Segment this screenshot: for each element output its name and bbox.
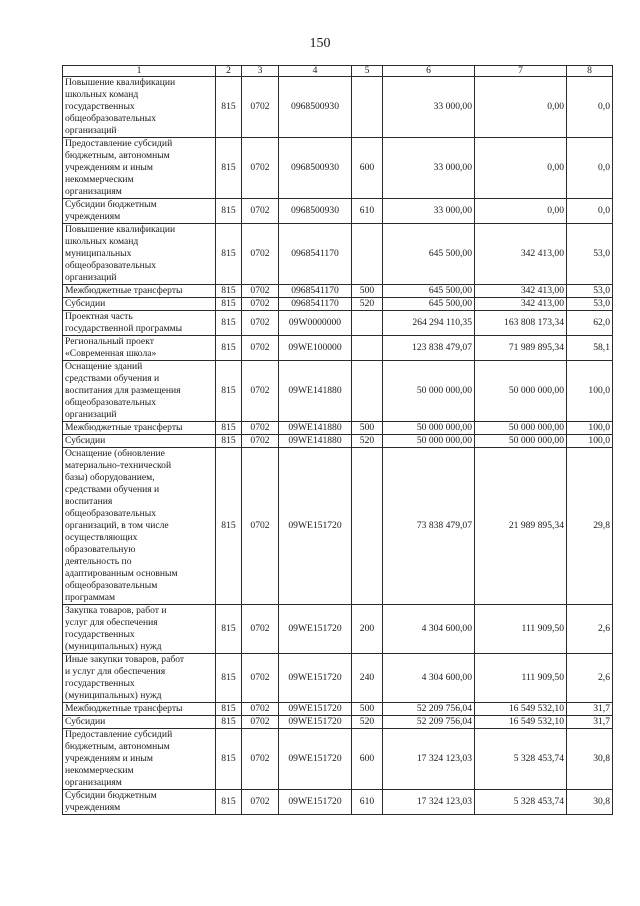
table-row <box>63 311 613 336</box>
row-actual-amount-cell: 342 413,00 <box>475 285 567 298</box>
row-expense-type-cell: 240 <box>352 654 383 703</box>
row-name-cell: Субсидии бюджетным учреждениям <box>63 790 216 815</box>
table-row <box>63 138 613 199</box>
row-name-cell: Проектная часть государственной программы <box>63 311 216 336</box>
row-target-article-cell: 09WE151720 <box>279 729 352 790</box>
row-name-cell: Иные закупки товаров, работ и услуг для обеспечения государственных (муниципальных) нужд <box>63 654 216 703</box>
row-ved-code-cell: 815 <box>216 448 242 605</box>
row-plan-amount-cell: 4 304 600,00 <box>383 605 475 654</box>
header-cell: 3 <box>242 66 279 77</box>
table-row <box>63 605 613 654</box>
table-row <box>63 790 613 815</box>
row-percent-cell: 53,0 <box>567 285 613 298</box>
row-expense-type-cell: 500 <box>352 285 383 298</box>
row-percent-cell: 2,6 <box>567 605 613 654</box>
row-plan-amount-cell: 52 209 756,04 <box>383 703 475 716</box>
row-section-code-cell: 0702 <box>242 77 279 138</box>
row-actual-amount-cell: 111 909,50 <box>475 654 567 703</box>
row-section-code-cell: 0702 <box>242 336 279 361</box>
row-target-article-cell: 09WE151720 <box>279 716 352 729</box>
row-ved-code-cell: 815 <box>216 605 242 654</box>
row-ved-code-cell: 815 <box>216 285 242 298</box>
row-name-cell: Повышение квалификации школьных команд государственных общеобразовательных организаций <box>63 77 216 138</box>
table-row <box>63 448 613 605</box>
row-actual-amount-cell: 5 328 453,74 <box>475 790 567 815</box>
row-percent-cell: 31,7 <box>567 703 613 716</box>
row-section-code-cell: 0702 <box>242 422 279 435</box>
row-plan-amount-cell: 73 838 479,07 <box>383 448 475 605</box>
row-percent-cell: 100,0 <box>567 361 613 422</box>
row-actual-amount-cell: 0,00 <box>475 138 567 199</box>
row-plan-amount-cell: 645 500,00 <box>383 298 475 311</box>
row-target-article-cell: 0968541170 <box>279 298 352 311</box>
row-target-article-cell: 09WE100000 <box>279 336 352 361</box>
row-name-cell: Субсидии <box>63 435 216 448</box>
header-cell: 7 <box>475 66 567 77</box>
row-target-article-cell: 09WE151720 <box>279 790 352 815</box>
row-name-cell: Предоставление субсидий бюджетным, автономным учреждениям и иным некоммерческим организациям <box>63 729 216 790</box>
row-name-cell: Межбюджетные трансферты <box>63 703 216 716</box>
row-name-cell: Межбюджетные трансферты <box>63 422 216 435</box>
row-ved-code-cell: 815 <box>216 199 242 224</box>
row-ved-code-cell: 815 <box>216 703 242 716</box>
table-row <box>63 336 613 361</box>
table-row <box>63 199 613 224</box>
row-expense-type-cell: 200 <box>352 605 383 654</box>
row-section-code-cell: 0702 <box>242 605 279 654</box>
table-row <box>63 285 613 298</box>
row-percent-cell: 30,8 <box>567 790 613 815</box>
row-expense-type-cell: 500 <box>352 703 383 716</box>
header-cell: 1 <box>63 66 216 77</box>
row-ved-code-cell: 815 <box>216 336 242 361</box>
row-name-cell: Оснащение (обновление материально-технической базы) оборудованием, средствами обучения и воспитания общеобразовательных организаций, в том числе осуществляющих образовательную деятельность по адаптированным основным общеобразовательным программам <box>63 448 216 605</box>
row-section-code-cell: 0702 <box>242 311 279 336</box>
table-row <box>63 703 613 716</box>
row-name-cell: Субсидии бюджетным учреждениям <box>63 199 216 224</box>
row-plan-amount-cell: 50 000 000,00 <box>383 361 475 422</box>
row-target-article-cell: 09WE151720 <box>279 448 352 605</box>
row-actual-amount-cell: 342 413,00 <box>475 298 567 311</box>
row-actual-amount-cell: 21 989 895,34 <box>475 448 567 605</box>
row-expense-type-cell: 520 <box>352 716 383 729</box>
row-ved-code-cell: 815 <box>216 790 242 815</box>
row-actual-amount-cell: 16 549 532,10 <box>475 703 567 716</box>
row-target-article-cell: 09WE151720 <box>279 703 352 716</box>
row-ved-code-cell: 815 <box>216 311 242 336</box>
row-target-article-cell: 0968500930 <box>279 138 352 199</box>
row-actual-amount-cell: 50 000 000,00 <box>475 435 567 448</box>
row-section-code-cell: 0702 <box>242 448 279 605</box>
row-expense-type-cell: 610 <box>352 199 383 224</box>
row-expense-type-cell: 500 <box>352 422 383 435</box>
row-expense-type-cell <box>352 77 383 138</box>
row-target-article-cell: 0968541170 <box>279 224 352 285</box>
row-plan-amount-cell: 50 000 000,00 <box>383 435 475 448</box>
row-ved-code-cell: 815 <box>216 77 242 138</box>
row-actual-amount-cell: 50 000 000,00 <box>475 361 567 422</box>
table-row <box>63 435 613 448</box>
row-target-article-cell: 0968541170 <box>279 285 352 298</box>
row-section-code-cell: 0702 <box>242 435 279 448</box>
row-section-code-cell: 0702 <box>242 199 279 224</box>
row-actual-amount-cell: 71 989 895,34 <box>475 336 567 361</box>
row-section-code-cell: 0702 <box>242 703 279 716</box>
table-row <box>63 361 613 422</box>
row-name-cell: Оснащение зданий средствами обучения и воспитания для размещения общеобразовательных организаций <box>63 361 216 422</box>
row-plan-amount-cell: 645 500,00 <box>383 224 475 285</box>
header-cell: 4 <box>279 66 352 77</box>
row-expense-type-cell: 520 <box>352 298 383 311</box>
row-ved-code-cell: 815 <box>216 138 242 199</box>
table-row <box>63 77 613 138</box>
row-name-cell: Предоставление субсидий бюджетным, автономным учреждениям и иным некоммерческим организациям <box>63 138 216 199</box>
page-number: 150 <box>309 36 331 51</box>
row-percent-cell: 100,0 <box>567 422 613 435</box>
row-target-article-cell: 09WE141880 <box>279 422 352 435</box>
row-plan-amount-cell: 33 000,00 <box>383 138 475 199</box>
row-ved-code-cell: 815 <box>216 422 242 435</box>
row-actual-amount-cell: 342 413,00 <box>475 224 567 285</box>
row-expense-type-cell <box>352 361 383 422</box>
table-row <box>63 729 613 790</box>
row-percent-cell: 30,8 <box>567 729 613 790</box>
row-ved-code-cell: 815 <box>216 654 242 703</box>
row-plan-amount-cell: 123 838 479,07 <box>383 336 475 361</box>
row-expense-type-cell: 610 <box>352 790 383 815</box>
row-section-code-cell: 0702 <box>242 716 279 729</box>
row-ved-code-cell: 815 <box>216 716 242 729</box>
row-percent-cell: 58,1 <box>567 336 613 361</box>
row-expense-type-cell <box>352 224 383 285</box>
row-ved-code-cell: 815 <box>216 435 242 448</box>
row-percent-cell: 29,8 <box>567 448 613 605</box>
row-plan-amount-cell: 4 304 600,00 <box>383 654 475 703</box>
row-actual-amount-cell: 163 808 173,34 <box>475 311 567 336</box>
row-percent-cell: 0,0 <box>567 199 613 224</box>
row-plan-amount-cell: 17 324 123,03 <box>383 790 475 815</box>
row-percent-cell: 31,7 <box>567 716 613 729</box>
row-name-cell: Региональный проект «Современная школа» <box>63 336 216 361</box>
budget-table <box>62 65 613 815</box>
row-name-cell: Субсидии <box>63 298 216 311</box>
row-name-cell: Субсидии <box>63 716 216 729</box>
row-section-code-cell: 0702 <box>242 285 279 298</box>
row-expense-type-cell: 600 <box>352 729 383 790</box>
row-expense-type-cell <box>352 448 383 605</box>
row-percent-cell: 0,0 <box>567 138 613 199</box>
header-row <box>63 66 613 77</box>
table-row <box>63 422 613 435</box>
row-name-cell: Закупка товаров, работ и услуг для обеспечения государственных (муниципальных) нужд <box>63 605 216 654</box>
row-target-article-cell: 09WE141880 <box>279 361 352 422</box>
row-plan-amount-cell: 264 294 110,35 <box>383 311 475 336</box>
row-actual-amount-cell: 16 549 532,10 <box>475 716 567 729</box>
row-target-article-cell: 09WE151720 <box>279 654 352 703</box>
row-target-article-cell: 0968500930 <box>279 199 352 224</box>
row-expense-type-cell: 600 <box>352 138 383 199</box>
row-ved-code-cell: 815 <box>216 298 242 311</box>
row-actual-amount-cell: 0,00 <box>475 199 567 224</box>
row-section-code-cell: 0702 <box>242 361 279 422</box>
table-row <box>63 298 613 311</box>
header-cell: 6 <box>383 66 475 77</box>
row-plan-amount-cell: 50 000 000,00 <box>383 422 475 435</box>
row-actual-amount-cell: 111 909,50 <box>475 605 567 654</box>
row-section-code-cell: 0702 <box>242 654 279 703</box>
table-row <box>63 716 613 729</box>
row-plan-amount-cell: 17 324 123,03 <box>383 729 475 790</box>
row-section-code-cell: 0702 <box>242 729 279 790</box>
table-row <box>63 224 613 285</box>
row-actual-amount-cell: 5 328 453,74 <box>475 729 567 790</box>
row-plan-amount-cell: 33 000,00 <box>383 77 475 138</box>
header-cell: 2 <box>216 66 242 77</box>
row-target-article-cell: 0968500930 <box>279 77 352 138</box>
row-section-code-cell: 0702 <box>242 138 279 199</box>
row-percent-cell: 100,0 <box>567 435 613 448</box>
row-name-cell: Межбюджетные трансферты <box>63 285 216 298</box>
row-section-code-cell: 0702 <box>242 298 279 311</box>
row-plan-amount-cell: 645 500,00 <box>383 285 475 298</box>
row-actual-amount-cell: 0,00 <box>475 77 567 138</box>
row-percent-cell: 62,0 <box>567 311 613 336</box>
table-row <box>63 654 613 703</box>
row-percent-cell: 2,6 <box>567 654 613 703</box>
row-plan-amount-cell: 52 209 756,04 <box>383 716 475 729</box>
row-section-code-cell: 0702 <box>242 790 279 815</box>
row-target-article-cell: 09WE151720 <box>279 605 352 654</box>
row-percent-cell: 0,0 <box>567 77 613 138</box>
row-section-code-cell: 0702 <box>242 224 279 285</box>
row-ved-code-cell: 815 <box>216 361 242 422</box>
row-ved-code-cell: 815 <box>216 729 242 790</box>
row-expense-type-cell <box>352 311 383 336</box>
row-ved-code-cell: 815 <box>216 224 242 285</box>
row-plan-amount-cell: 33 000,00 <box>383 199 475 224</box>
row-actual-amount-cell: 50 000 000,00 <box>475 422 567 435</box>
row-expense-type-cell <box>352 336 383 361</box>
header-cell: 8 <box>567 66 613 77</box>
header-cell: 5 <box>352 66 383 77</box>
row-percent-cell: 53,0 <box>567 224 613 285</box>
row-target-article-cell: 09W0000000 <box>279 311 352 336</box>
row-expense-type-cell: 520 <box>352 435 383 448</box>
row-name-cell: Повышение квалификации школьных команд муниципальных общеобразовательных организаций <box>63 224 216 285</box>
row-percent-cell: 53,0 <box>567 298 613 311</box>
row-target-article-cell: 09WE141880 <box>279 435 352 448</box>
